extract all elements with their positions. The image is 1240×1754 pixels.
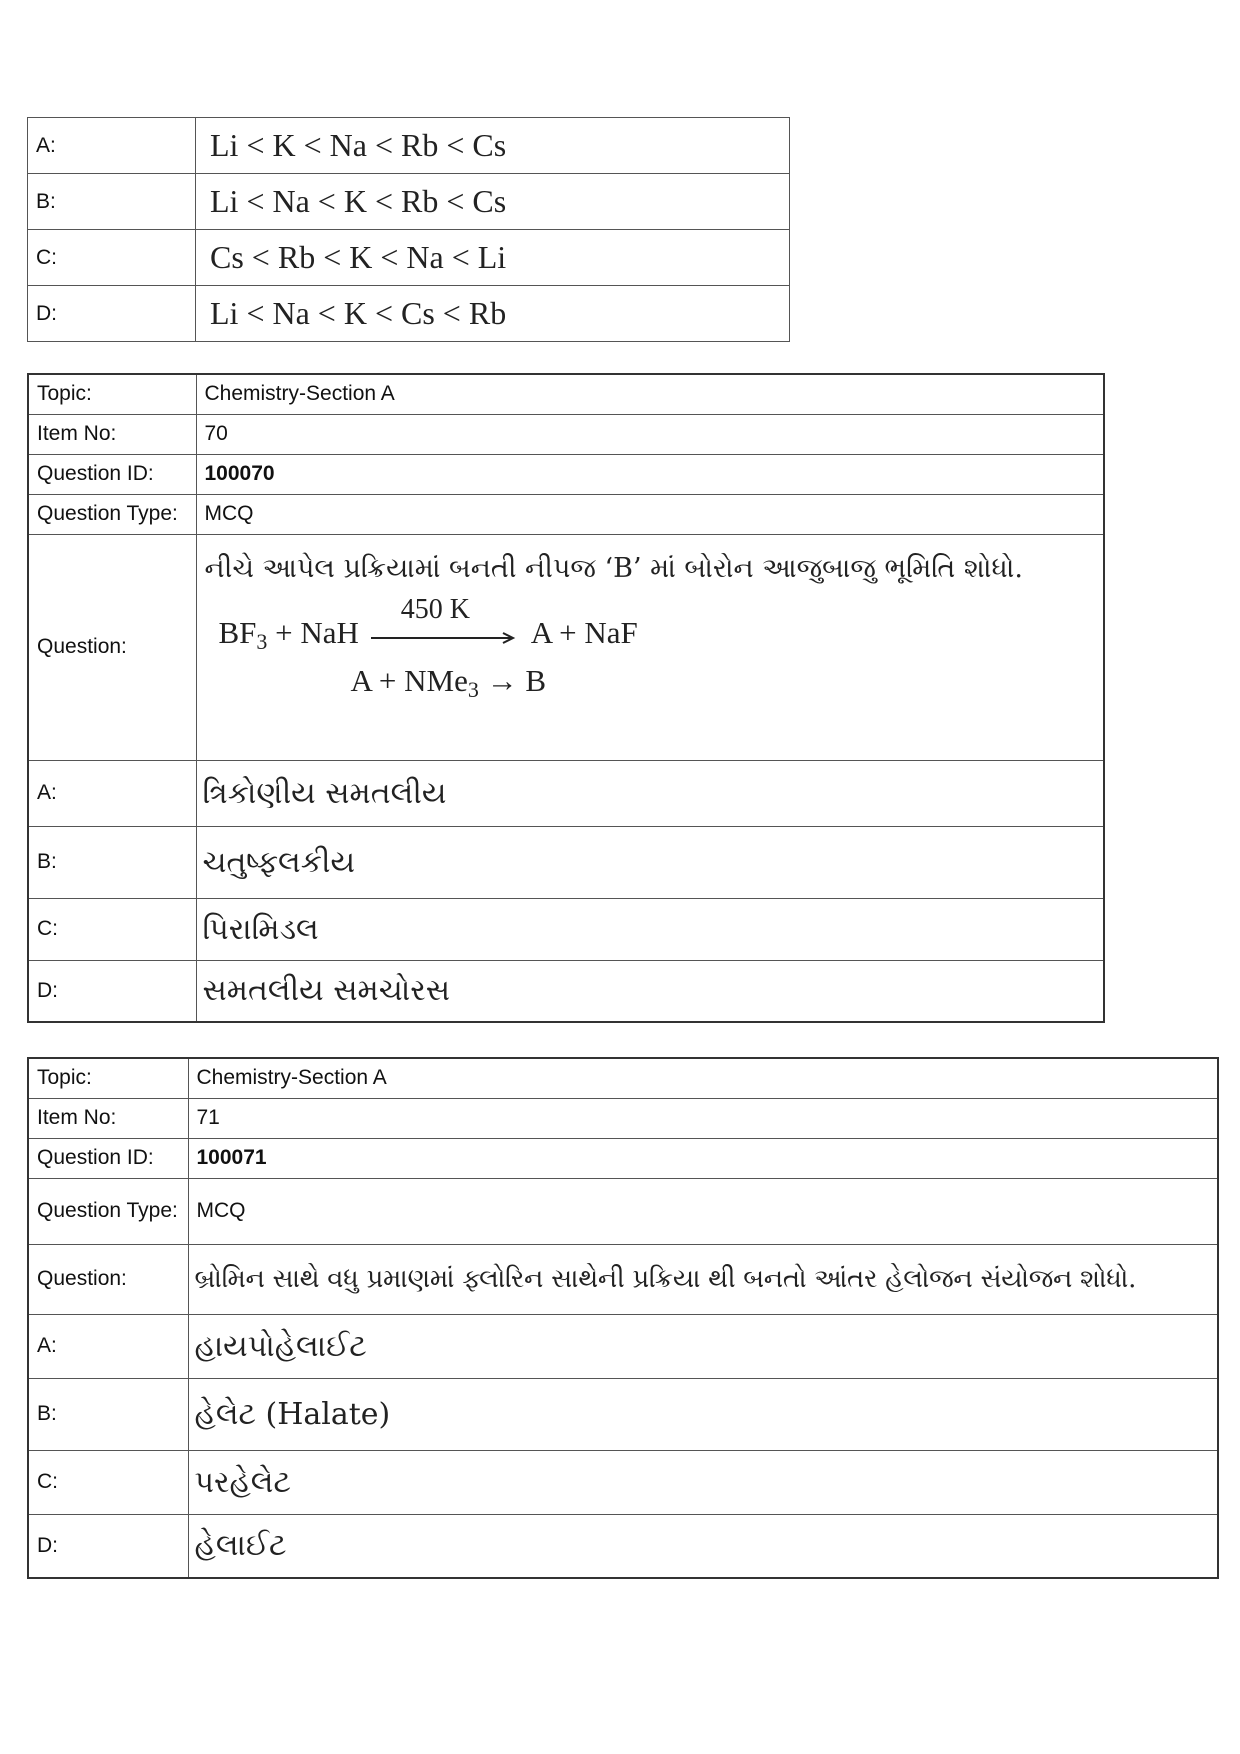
option-row-d: [28, 1514, 1218, 1578]
option-value: પિરામિડલ: [196, 898, 1104, 960]
option-label: A:: [28, 1314, 188, 1378]
option-value: પરહેલેટ: [188, 1450, 1218, 1514]
option-value: Li < K < Na < Rb < Cs: [196, 118, 790, 174]
option-value: Cs < Rb < K < Na < Li: [196, 230, 790, 286]
option-row-c: [28, 230, 790, 286]
option-label: B:: [28, 826, 196, 898]
question-text: બ્રોમિન સાથે વધુ પ્રમાણમાં ફ્લોરિન સાથેની પ્રક્રિયા થી બનતો આંતર હેલોજન સંયોજન શોધો.: [188, 1244, 1218, 1314]
item-value: 71: [188, 1098, 1218, 1138]
option-value: હેલેટ (Halate): [188, 1378, 1218, 1450]
question-id-value: 100071: [188, 1138, 1218, 1178]
products-line-1: A + NaF: [530, 614, 638, 650]
question-table-71: [27, 1057, 1219, 1579]
topic-row: [28, 374, 1104, 414]
question-id-label: Question ID:: [28, 1138, 188, 1178]
option-value: ચતુષ્ફલકીય: [196, 826, 1104, 898]
item-label: Item No:: [28, 414, 196, 454]
question-type-label: Question Type:: [28, 1178, 188, 1244]
options-table-previous: [27, 117, 790, 342]
item-row: [28, 414, 1104, 454]
question-id-label: Question ID:: [28, 454, 196, 494]
question-id-row: [28, 454, 1104, 494]
option-row-c: [28, 898, 1104, 960]
question-id-row: [28, 1138, 1218, 1178]
option-row-a: [28, 760, 1104, 826]
option-row-b: [28, 826, 1104, 898]
option-label: A:: [28, 118, 196, 174]
question-label: Question:: [28, 1244, 188, 1314]
topic-value: Chemistry-Section A: [188, 1058, 1218, 1098]
question-type-label: Question Type:: [28, 494, 196, 534]
subscript: 3: [256, 628, 268, 654]
reactant-nah: + NaH: [267, 614, 359, 650]
option-value: સમતલીય સમચોરસ: [196, 960, 1104, 1022]
option-label: D:: [28, 1514, 188, 1578]
item-value: 70: [196, 414, 1104, 454]
option-row-a: [28, 118, 790, 174]
option-row-b: [28, 174, 790, 230]
reaction-equations: [205, 594, 1096, 709]
reaction-line-2: [351, 663, 547, 703]
reactant-bf3: BF: [218, 614, 257, 650]
option-row-d: [28, 960, 1104, 1022]
topic-label: Topic:: [28, 374, 196, 414]
option-value: હેલાઈટ: [188, 1514, 1218, 1578]
option-value: Li < Na < K < Rb < Cs: [196, 174, 790, 230]
topic-row: [28, 1058, 1218, 1098]
option-label: D:: [28, 960, 196, 1022]
question-row: [28, 1244, 1218, 1314]
option-label: B:: [28, 1378, 188, 1450]
products-line-2: → B: [486, 662, 547, 698]
question-table-70: [27, 373, 1105, 1023]
question-label: Question:: [28, 534, 196, 760]
question-id-value: 100070: [196, 454, 1104, 494]
option-label: B:: [28, 174, 196, 230]
question-body: [196, 534, 1104, 760]
item-row: [28, 1098, 1218, 1138]
question-row: [28, 534, 1104, 760]
option-value: હાયપોહેલાઈટ: [188, 1314, 1218, 1378]
subscript: 3: [467, 676, 479, 702]
question-type-row: [28, 1178, 1218, 1244]
reactants-line-2: A + NMe: [350, 662, 468, 698]
option-row-a: [28, 1314, 1218, 1378]
reaction-arrow: [371, 594, 521, 650]
reaction-line-1: [218, 594, 638, 655]
question-text: નીચે આપેલ પ્રક્રિયામાં બનતી નીપજ ‘B’ માં બોરોન આજુબાજુ ભૂમિતિ શોધો.: [204, 552, 1023, 584]
option-row-d: [28, 286, 790, 342]
question-type-value: MCQ: [188, 1178, 1218, 1244]
topic-label: Topic:: [28, 1058, 188, 1098]
option-value: ત્રિકોણીય સમતલીય: [196, 760, 1104, 826]
option-value: Li < Na < K < Cs < Rb: [196, 286, 790, 342]
option-label: C:: [28, 1450, 188, 1514]
topic-value: Chemistry-Section A: [196, 374, 1104, 414]
option-label: D:: [28, 286, 196, 342]
option-label: A:: [28, 760, 196, 826]
option-row-b: [28, 1378, 1218, 1450]
item-label: Item No:: [28, 1098, 188, 1138]
arrow-icon: [371, 632, 521, 644]
reaction-condition: 450 K: [400, 594, 470, 626]
question-type-value: MCQ: [196, 494, 1104, 534]
question-type-row: [28, 494, 1104, 534]
option-row-c: [28, 1450, 1218, 1514]
option-label: C:: [28, 898, 196, 960]
option-label: C:: [28, 230, 196, 286]
